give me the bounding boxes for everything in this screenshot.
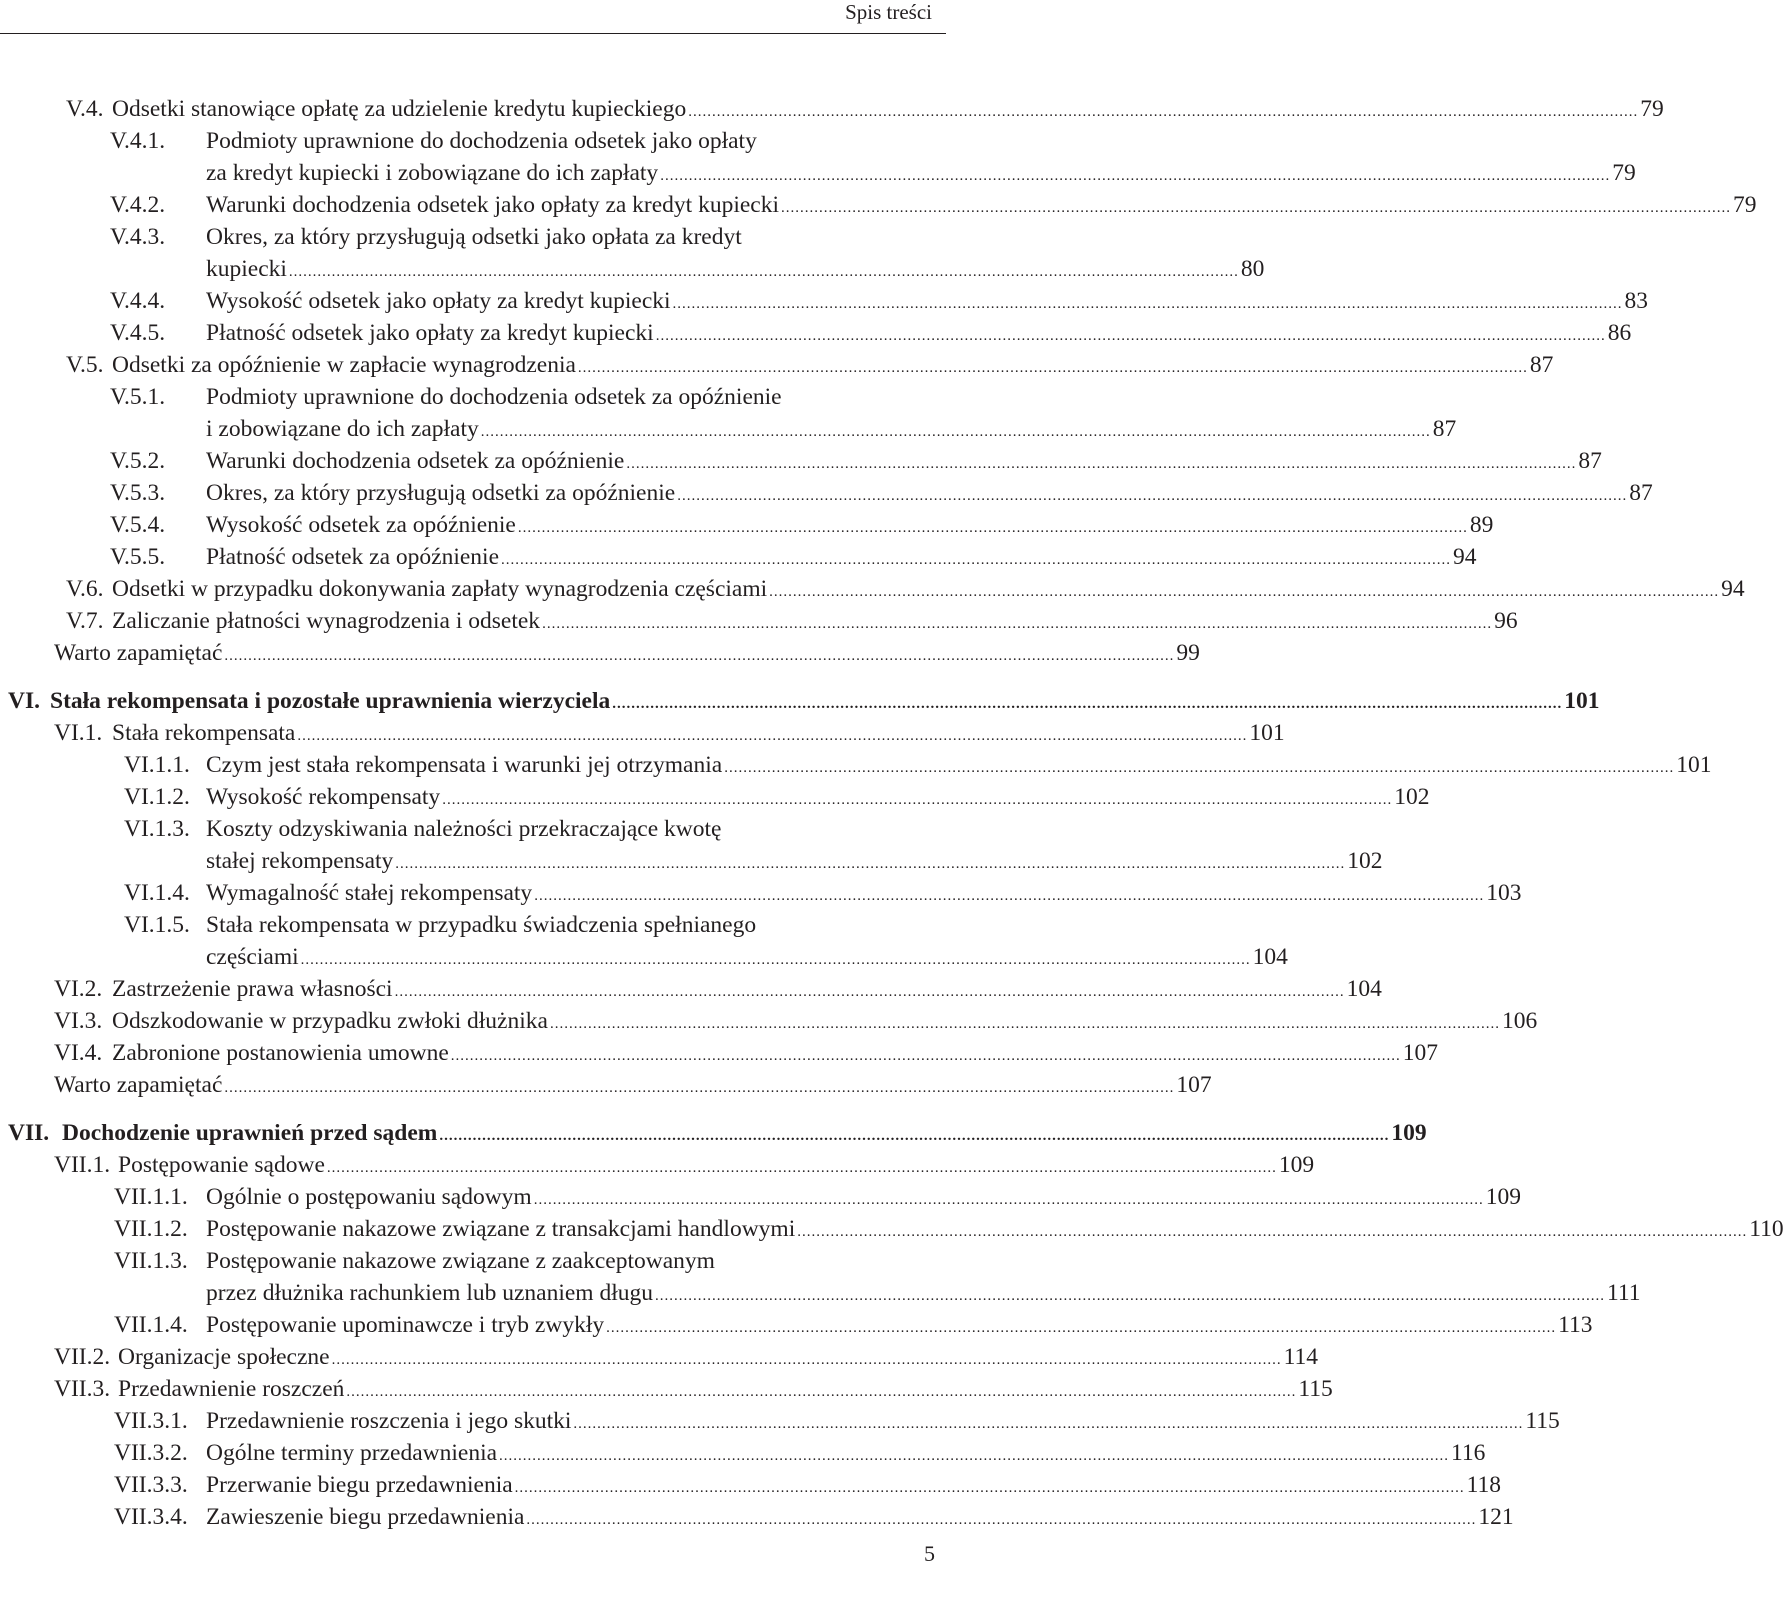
toc-entry-title: Stała rekompensata i pozostałe uprawnienia wierzyciela <box>50 688 611 714</box>
toc-entry-title: Warunki dochodzenia odsetek jako opłaty za kredyt kupiecki <box>206 192 780 218</box>
toc-entry-number: VI. <box>8 688 40 714</box>
dot-leader: ........................................................................................................................................................................................................ <box>626 456 1577 472</box>
toc-entry-title: Postępowanie nakazowe związane z zaakceptowanym <box>206 1248 715 1274</box>
toc-entry <box>0 1181 1521 1213</box>
toc-entry-page: 87 <box>1629 480 1653 506</box>
toc-entry-title: Podmioty uprawnione do dochodzenia odsetek jako opłaty <box>206 128 757 154</box>
dot-leader: ........................................................................................................................................................................................................ <box>542 616 1493 632</box>
toc-entry-title: Dochodzenie uprawnień przed sądem <box>62 1120 438 1146</box>
toc-entry-number: V.4.4. <box>110 288 166 314</box>
header-rule <box>0 33 946 34</box>
toc-entry <box>0 781 1430 813</box>
dot-leader: ........................................................................................................................................................................................................ <box>394 984 1345 1000</box>
toc-entry-page: 115 <box>1298 1376 1333 1402</box>
toc-entry-number: VI.1.1. <box>124 752 190 778</box>
toc-entry-page: 109 <box>1485 1184 1521 1210</box>
dot-leader: ........................................................................................................................................................................................................ <box>297 728 1248 744</box>
toc-entry-page: 87 <box>1432 416 1457 442</box>
toc-entry-title: Wymagalność stałej rekompensaty <box>206 880 533 906</box>
dot-leader: ........................................................................................................................................................................................................ <box>797 1224 1748 1240</box>
toc-entry-page: 110 <box>1749 1216 1784 1242</box>
dot-leader: ........................................................................................................................................................................................................ <box>655 328 1606 344</box>
toc-entry <box>0 605 1518 637</box>
toc-entry-title: Okres, za który przysługują odsetki jako opłata za kredyt <box>206 224 742 250</box>
dot-leader: ........................................................................................................................................................................................................ <box>573 1416 1524 1432</box>
toc-entry-number: VII.2. <box>54 1344 111 1370</box>
toc-entry-page: 86 <box>1607 320 1632 346</box>
toc-entry <box>0 221 960 253</box>
dot-leader: ........................................................................................................................................................................................................ <box>326 1160 1277 1176</box>
toc-entry-title: Wysokość rekompensaty <box>206 784 441 810</box>
dot-leader: ........................................................................................................................................................................................................ <box>672 296 1623 312</box>
toc-entry <box>0 413 1457 445</box>
toc-entry <box>0 1245 960 1277</box>
dot-leader: ........................................................................................................................................................................................................ <box>300 952 1251 968</box>
dot-leader: ........................................................................................................................................................................................................ <box>480 424 1431 440</box>
table-of-contents <box>0 93 1784 1533</box>
toc-entry-page: 102 <box>1394 784 1430 810</box>
toc-entry-page: 79 <box>1612 160 1636 186</box>
toc-entry-page: 113 <box>1558 1312 1593 1338</box>
toc-entry-title: Przedawnienie roszczenia i jego skutki <box>206 1408 572 1434</box>
toc-entry <box>0 1149 1315 1181</box>
dot-leader: ........................................................................................................................................................................................................ <box>395 856 1346 872</box>
toc-entry <box>0 1437 1486 1469</box>
toc-entry <box>0 541 1477 573</box>
toc-entry-page: 94 <box>1721 576 1745 602</box>
page-number: 5 <box>924 1541 935 1566</box>
toc-entry-page: 103 <box>1486 880 1522 906</box>
toc-entry-number: V.5.1. <box>110 384 166 410</box>
toc-entry-title: Odszkodowanie w przypadku zwłoki dłużnika <box>112 1008 548 1034</box>
toc-entry <box>0 509 1494 541</box>
dot-leader: ........................................................................................................................................................................................................ <box>660 168 1611 184</box>
toc-entry <box>0 1405 1560 1437</box>
toc-entry-page: 101 <box>1676 752 1712 778</box>
dot-leader: ........................................................................................................................................................................................................ <box>288 264 1239 280</box>
dot-leader: ........................................................................................................................................................................................................ <box>534 888 1485 904</box>
toc-entry <box>0 285 1649 317</box>
toc-entry-page: 99 <box>1176 640 1200 666</box>
toc-entry <box>0 1037 1438 1069</box>
toc-entry-page: 109 <box>1278 1152 1315 1178</box>
toc-entry-number: V.6. <box>66 576 104 602</box>
toc-entry-title: Warunki dochodzenia odsetek za opóźnienie <box>206 448 625 474</box>
toc-entry-title: Warto zapamiętać <box>54 1072 223 1098</box>
dot-leader: ........................................................................................................................................................................................................ <box>517 520 1468 536</box>
toc-entry-number: V.4.5. <box>110 320 166 346</box>
toc-entry-page: 89 <box>1469 512 1494 538</box>
dot-leader: ........................................................................................................................................................................................................ <box>677 488 1628 504</box>
toc-entry <box>0 749 1712 781</box>
toc-entry-page: 101 <box>1249 720 1285 746</box>
toc-entry-number: VII.3. <box>54 1376 111 1402</box>
toc-entry-title: Warto zapamiętać <box>54 640 223 666</box>
toc-entry-title: Postępowanie upominawcze i tryb zwykły <box>206 1312 605 1338</box>
toc-entry <box>0 1309 1593 1341</box>
dot-leader: ........................................................................................................................................................................................................ <box>331 1352 1282 1368</box>
toc-entry <box>0 381 960 413</box>
toc-entry <box>0 941 1288 973</box>
dot-leader: ........................................................................................................................................................................................................ <box>346 1384 1297 1400</box>
toc-entry-page: 101 <box>1564 688 1600 714</box>
toc-entry-title: Czym jest stała rekompensata i warunki jej otrzymania <box>206 752 723 778</box>
toc-entry-number: VII.3.4. <box>114 1504 188 1530</box>
toc-entry-title: Podmioty uprawnione do dochodzenia odsetek za opóźnienie <box>206 384 782 410</box>
toc-entry <box>0 317 1632 349</box>
dot-leader: ........................................................................................................................................................................................................ <box>612 696 1563 712</box>
toc-entry-page: 83 <box>1624 288 1649 314</box>
toc-entry-page: 94 <box>1453 544 1477 570</box>
toc-entry-page: 79 <box>1733 192 1757 218</box>
toc-entry-title: Zaliczanie płatności wynagrodzenia i odsetek <box>112 608 541 634</box>
toc-entry <box>0 125 960 157</box>
toc-entry <box>0 1469 1502 1501</box>
toc-entry-number: V.4.2. <box>110 192 166 218</box>
toc-entry-page: 96 <box>1494 608 1518 634</box>
toc-entry-number: VI.2. <box>54 976 103 1002</box>
toc-entry <box>0 1277 1641 1309</box>
toc-entry-page: 87 <box>1578 448 1602 474</box>
toc-entry-title: za kredyt kupiecki i zobowiązane do ich zapłaty <box>206 160 659 186</box>
toc-entry-number: VII.3.3. <box>114 1472 188 1498</box>
toc-entry-number: V.7. <box>66 608 104 634</box>
toc-entry-title: Odsetki w przypadku dokonywania zapłaty wynagrodzenia częściami <box>112 576 768 602</box>
dot-leader: ........................................................................................................................................................................................................ <box>439 1128 1390 1144</box>
toc-entry-title: Odsetki za opóźnienie w zapłacie wynagrodzenia <box>112 352 576 378</box>
toc-entry-number: VI.1.2. <box>124 784 190 810</box>
toc-entry-number: VII.1.2. <box>114 1216 188 1242</box>
toc-entry-title: Stała rekompensata <box>112 720 296 746</box>
toc-entry-title: Wysokość odsetek za opóźnienie <box>206 512 516 538</box>
dot-leader: ........................................................................................................................................................................................................ <box>442 792 1393 808</box>
toc-entry <box>0 93 1664 125</box>
toc-entry-title: częściami <box>206 944 299 970</box>
toc-entry <box>0 1005 1538 1037</box>
toc-entry-title: Zastrzeżenie prawa własności <box>112 976 393 1002</box>
toc-entry-number: VII.1.4. <box>114 1312 188 1338</box>
toc-entry-title: kupiecki <box>206 256 287 282</box>
toc-entry-title: stałej rekompensaty <box>206 848 394 874</box>
toc-entry-number: VI.1. <box>54 720 103 746</box>
toc-entry-number: V.4.3. <box>110 224 166 250</box>
toc-entry <box>0 477 1653 509</box>
toc-entry-number: VI.1.3. <box>124 816 190 842</box>
toc-entry-number: V.5. <box>66 352 104 378</box>
toc-entry-title: Przedawnienie roszczeń <box>118 1376 345 1402</box>
toc-entry-title: Zawieszenie biegu przedawnienia <box>206 1504 525 1530</box>
toc-entry-number: V.5.4. <box>110 512 166 538</box>
toc-entry <box>0 1341 1318 1373</box>
toc-entry-page: 115 <box>1525 1408 1560 1434</box>
toc-entry-number: VI.3. <box>54 1008 103 1034</box>
toc-entry-number: V.5.3. <box>110 480 166 506</box>
toc-entry-number: VII.3.1. <box>114 1408 188 1434</box>
toc-entry-title: Postępowanie sądowe <box>118 1152 325 1178</box>
toc-entry-page: 104 <box>1252 944 1288 970</box>
toc-entry <box>0 189 1757 221</box>
dot-leader: ........................................................................................................................................................................................................ <box>688 104 1639 120</box>
toc-entry-title: Przerwanie biegu przedawnienia <box>206 1472 513 1498</box>
toc-entry-page: 79 <box>1640 96 1664 122</box>
dot-leader: ........................................................................................................................................................................................................ <box>224 1080 1175 1096</box>
toc-entry-title: Koszty odzyskiwania należności przekraczające kwotę <box>206 816 722 842</box>
toc-entry <box>0 845 1383 877</box>
toc-entry-title: Zabronione postanowienia umowne <box>112 1040 449 1066</box>
dot-leader: ........................................................................................................................................................................................................ <box>501 552 1452 568</box>
toc-entry-title: przez dłużnika rachunkiem lub uznaniem długu <box>206 1280 653 1306</box>
toc-entry <box>0 253 1265 285</box>
toc-entry-page: 104 <box>1346 976 1382 1002</box>
toc-entry-page: 102 <box>1347 848 1383 874</box>
toc-entry-title: Wysokość odsetek jako opłaty za kredyt kupiecki <box>206 288 671 314</box>
toc-entry-title: Ogólnie o postępowaniu sądowym <box>206 1184 532 1210</box>
toc-entry-number: VI.1.4. <box>124 880 190 906</box>
dot-leader: ........................................................................................................................................................................................................ <box>514 1480 1465 1496</box>
dot-leader: ........................................................................................................................................................................................................ <box>533 1192 1484 1208</box>
toc-entry-page: 80 <box>1240 256 1265 282</box>
toc-entry <box>0 349 1554 381</box>
toc-entry-page: 107 <box>1402 1040 1438 1066</box>
dot-leader: ........................................................................................................................................................................................................ <box>450 1048 1401 1064</box>
dot-leader: ........................................................................................................................................................................................................ <box>724 760 1675 776</box>
dot-leader: ........................................................................................................................................................................................................ <box>769 584 1720 600</box>
toc-entry-number: V.4.1. <box>110 128 166 154</box>
dot-leader: ........................................................................................................................................................................................................ <box>577 360 1528 376</box>
toc-entry-page: 114 <box>1283 1344 1318 1370</box>
toc-entry <box>0 1213 1784 1245</box>
toc-entry <box>0 813 960 845</box>
dot-leader: ........................................................................................................................................................................................................ <box>499 1448 1450 1464</box>
toc-entry <box>0 1069 1212 1101</box>
toc-entry <box>0 1373 1333 1405</box>
toc-entry-title: i zobowiązane do ich zapłaty <box>206 416 479 442</box>
toc-entry <box>0 445 1602 477</box>
running-header: Spis treści <box>845 0 932 24</box>
toc-entry-number: VI.4. <box>54 1040 103 1066</box>
toc-entry <box>0 573 1745 605</box>
toc-entry <box>0 973 1382 1005</box>
toc-entry <box>0 877 1522 909</box>
toc-entry-number: VII.1.3. <box>114 1248 188 1274</box>
toc-entry-number: V.5.2. <box>110 448 166 474</box>
toc-chapter-entry <box>0 1117 1427 1149</box>
toc-entry-title: Stała rekompensata w przypadku świadczenia spełnianego <box>206 912 757 938</box>
toc-entry-number: VII.1. <box>54 1152 111 1178</box>
dot-leader: ........................................................................................................................................................................................................ <box>606 1320 1557 1336</box>
toc-entry-page: 121 <box>1478 1504 1514 1530</box>
toc-chapter-entry <box>0 685 1600 717</box>
toc-entry-number: VII. <box>8 1120 50 1146</box>
toc-entry-page: 118 <box>1466 1472 1502 1498</box>
toc-entry-title: Odsetki stanowiące opłatę za udzielenie kredytu kupieckiego <box>112 96 687 122</box>
toc-entry <box>0 637 1200 669</box>
toc-entry-title: Postępowanie nakazowe związane z transakcjami handlowymi <box>206 1216 796 1242</box>
toc-entry-title: Organizacje społeczne <box>118 1344 330 1370</box>
toc-entry <box>0 717 1285 749</box>
toc-entry-number: VII.3.2. <box>114 1440 188 1466</box>
dot-leader: ........................................................................................................................................................................................................ <box>526 1512 1477 1528</box>
toc-entry-title: Płatność odsetek za opóźnienie <box>206 544 500 570</box>
toc-entry <box>0 157 1636 189</box>
toc-entry-page: 87 <box>1529 352 1554 378</box>
toc-entry-number: VI.1.5. <box>124 912 190 938</box>
toc-entry <box>0 909 960 941</box>
toc-entry-page: 107 <box>1176 1072 1212 1098</box>
toc-entry-page: 116 <box>1451 1440 1486 1466</box>
dot-leader: ........................................................................................................................................................................................................ <box>549 1016 1500 1032</box>
toc-entry <box>0 1501 1514 1533</box>
dot-leader: ........................................................................................................................................................................................................ <box>781 200 1732 216</box>
toc-entry-title: Ogólne terminy przedawnienia <box>206 1440 498 1466</box>
toc-entry-title: Płatność odsetek jako opłaty za kredyt kupiecki <box>206 320 654 346</box>
toc-entry-title: Okres, za który przysługują odsetki za opóźnienie <box>206 480 676 506</box>
toc-entry-number: V.5.5. <box>110 544 166 570</box>
toc-entry-number: V.4. <box>66 96 104 122</box>
dot-leader: ........................................................................................................................................................................................................ <box>655 1288 1605 1304</box>
toc-entry-page: 111 <box>1607 1280 1641 1306</box>
toc-entry-page: 109 <box>1391 1120 1427 1146</box>
toc-entry-page: 106 <box>1501 1008 1538 1034</box>
toc-entry-number: VII.1.1. <box>114 1184 188 1210</box>
dot-leader: ........................................................................................................................................................................................................ <box>224 648 1175 664</box>
